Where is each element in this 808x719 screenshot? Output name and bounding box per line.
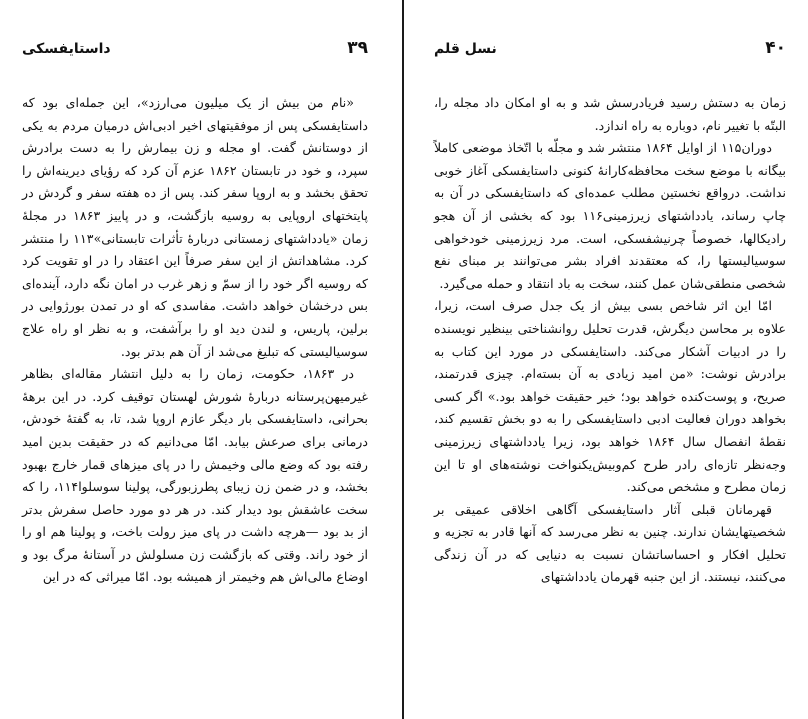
running-head-right	[434, 38, 786, 64]
paragraph: در ۱۸۶۳، حکومت، زمان را به دلیل انتشار مقاله‌ای بظاهر غیرمیهن‌پرستانه دربارهٔ شورش لهستان توقیف کرد. در این برههٔ بحرانی، داستایفسکی بار دیگر عازم اروپا شد، تا، به گفتهٔ خودش، درمانی برای صرعش بیابد. امّا می‌دانیم که در حقیقت بدین امید رفته بود که وضع مالی وخیمش را در پای میزهای قمار خارج بهبود بخشد، و در ضمن زن زیبای پطرزبورگی، پولینا سوسلوا۱۱۴، را که سخت عاشقش بود دیدار کند. در هر دو مورد حاصل سفرش بدتر از بد بود —هرچه داشت در پای میز رولت باخت، و پولینا هم او را از خود راند. وقتی که بازگشت زن مسلولش در آستانهٔ مرگ بود و اوضاع مالی‌اش هم وخیمتر از همیشه بود. امّا میراثی که در این	[22, 366, 369, 585]
paragraph: دوران۱۱۵ از اوایل ۱۸۶۴ منتشر شد و مجلّه با اتّخاذ موضعی کاملاً بیگانه با موضع سخت محافظه‌کارانهٔ کنونی داستایفسکی آغاز خوبی نداشت. درواقع نخستین مطلب عمده‌ای که داستایفسکی در آن به چاپ رساند، یادداشتهای زیرزمینی۱۱۶ بود که بخشی از آن هجو رادیکالها، خصوصاً چرنیشفسکی، است. مرد زیرزمینی خودخواهی سوسیالیستها را، که معتقدند افراد بشر می‌توانند بر مبنای نفع شخصی منطقی‌شان عمل کنند، سخت به باد انتقاد و حمله می‌گیرد.	[434, 140, 786, 291]
running-head-left	[22, 38, 368, 64]
body-text-right	[434, 92, 786, 589]
running-title-left: داستایفسکی	[22, 41, 111, 57]
page-number-right: ۴۰	[765, 38, 786, 58]
paragraph: «نام من بیش از یک میلیون می‌ارزد»، این جمله‌ای بود که داستایفسکی پس از موفقیتهای اخیر ادبی‌اش درمیان مردم به یکی از دوستانش گفت. او مجله و زن بیمارش را به دست برادرش سپرد، و خود در تابستان ۱۸۶۲ عزم آن کرد که رؤیای دیرینه‌اش را تحقق بخشد و به اروپا سفر کند. پس از ده هفته سفر و گردش در پایتختهای اروپایی به روسیه بازگشت، و در پاییز ۱۸۶۳ در مجلهٔ زمان «یادداشتهای زمستانی دربارهٔ تأثرات تابستانی»۱۱۳ را منتشر کرد. مشاهداتش از این سفر صرفاً این اعتقاد را در او تقویت کرد که روسیه اگر خود را از سمّ و زهر غرب در امان نگه دارد، آینده‌ای بس درخشان خواهد داشت. مفاسدی که او در تمدن بورژوایی در برلین، پاریس، و لندن دید او را برآشفت، و به نظر او راه علاج سوسیالیستی که تبلیغ می‌شد از آن هم بدتر بود.	[22, 95, 369, 359]
right-page	[404, 0, 808, 719]
paragraph: قهرمانان قبلی آثار داستایفسکی آگاهی اخلاقی عمیقی بر شخصیتهایشان ندارند. چنین به نظر می‌رسد که آنها قادر به تجزیه و تحلیل افکار و احساساتشان نسبت به دنیایی که در آن زندگی می‌کنند، نیستند. از این جنبه قهرمان یادداشتهای	[434, 501, 786, 585]
running-title-right: نسل قلم	[434, 41, 497, 57]
page-number-left: ۳۹	[347, 38, 368, 58]
paragraph: امّا این اثر شاخص بسی بیش از یک جدل صرف است، زیرا، علاوه بر محاسن دیگرش، قدرت تحلیل روانشناختی بینظیر نویسنده را در ادبیات آشکار می‌کند. داستایفسکی در مورد این کتاب به برادرش نوشت: «من امید زیادی به آن بسته‌ام. چیزی قدرتمند، صریح، و پوست‌کنده خواهد بود؛ خیر حقیقت خواهد بود.» اگر کسی بخواهد دوران فعالیت ادبی داستایفسکی را به دو بخش تقسیم کند، نقطهٔ انفصال سال ۱۸۶۴ خواهد بود، زیرا یادداشتهای زیرزمینی وجه‌نظر تازه‌ای رادر طرح کم‌وبیش‌یکنواخت نوشته‌های او تا این زمان مطرح و مشخص می‌کند.	[434, 298, 786, 495]
paragraph: زمان به دستش رسید فریادرسش شد و به او امکان داد مجله را، البتّه با تغییر نام، دوباره به راه اندازد.	[434, 95, 786, 133]
body-text-left	[22, 92, 368, 589]
left-page	[0, 0, 402, 719]
